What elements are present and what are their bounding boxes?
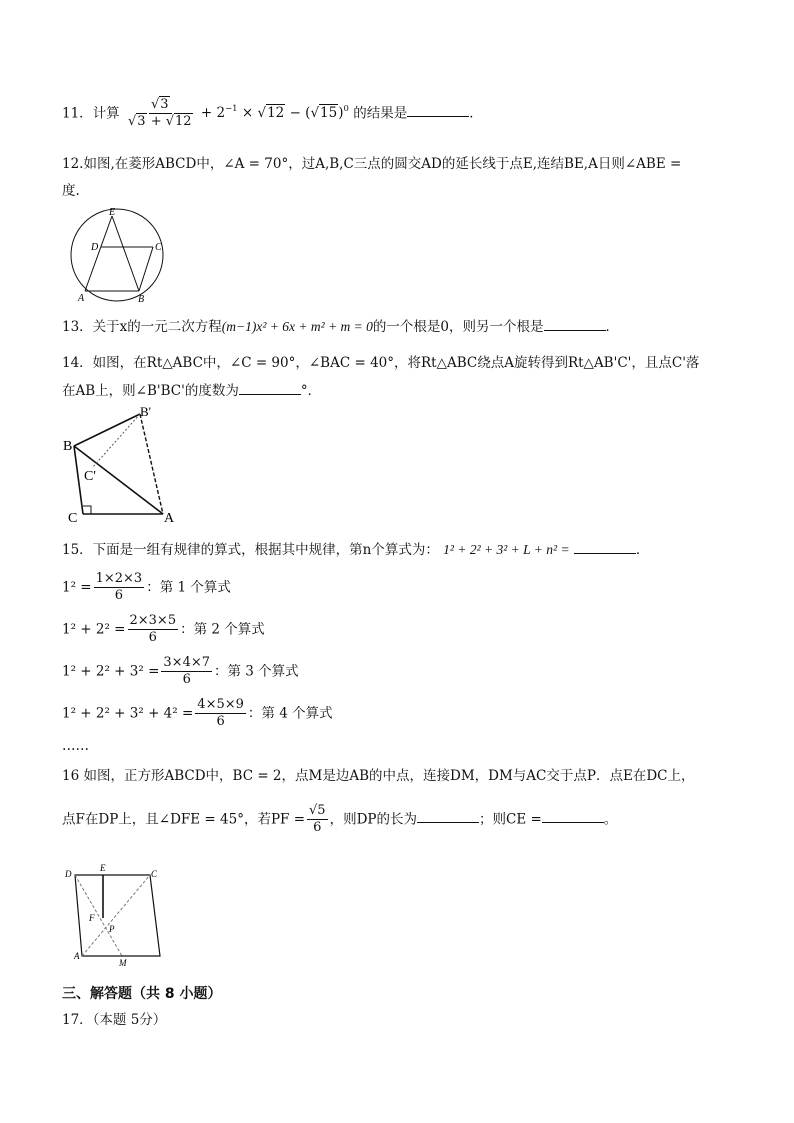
q12-label-E: E xyxy=(109,207,116,218)
question-14-line1: 14．如图，在Rt△ABC中，∠C = 90°，∠BAC = 40°，将Rt△ABC绕点A旋转得到Rt△AB'C'，且点C'落 xyxy=(62,355,700,371)
q14-line2-end: °． xyxy=(300,383,322,399)
q12-label-C: C xyxy=(155,242,162,253)
q13-prefix: 13．关于x的一元二次方程 xyxy=(62,319,222,335)
question-16-line1: 16 如图，正方形ABCD中，BC = 2，点M是边AB的中点，连接DM，DM与AC交于点P．点E在DC上， xyxy=(62,768,695,784)
q11-number: 11． xyxy=(62,105,93,122)
q15-row-lhs: 1² + 2² = xyxy=(62,621,126,638)
q14-label-B-prime: B' xyxy=(140,404,152,419)
q12-line-BE xyxy=(112,216,139,291)
q12-figure xyxy=(62,205,172,305)
q11-fraction: $\frac{√3}{√3 + √12}$ xyxy=(127,97,192,130)
q16-line2-mid: ，则DP的长为 xyxy=(329,811,417,828)
q16-answer-blank-1[interactable] xyxy=(417,822,479,823)
q11-prefix: 计算 xyxy=(92,105,120,122)
q14-right-angle-mark xyxy=(83,506,91,514)
question-15-line1 xyxy=(62,542,649,558)
q14-answer-blank[interactable] xyxy=(239,394,301,395)
q14-label-C: C xyxy=(68,511,78,526)
question-12-line2: 度. xyxy=(62,183,80,199)
q16-fraction: $\frac{√5}{6}$ xyxy=(309,803,326,836)
q15-row-4 xyxy=(62,698,333,730)
q15-row-label: ：第 4 个算式 xyxy=(247,705,333,722)
q16-line2-prefix: 点F在DP上，且∠DFE = 45°，若PF = xyxy=(62,811,306,828)
q15-row-fraction: $\frac{3\times 4\times 7}{6}$ xyxy=(163,655,211,688)
q13-end: ． xyxy=(605,319,620,335)
q14-line-B'C' xyxy=(92,414,140,468)
question-14-line2 xyxy=(62,383,321,399)
q13-equation: (m−1)x² + 6x + m² + m = 0 xyxy=(221,319,373,334)
section-3-title: 三、解答题（共 8 小题） xyxy=(62,986,222,1002)
q11-suffix: 的结果是 xyxy=(353,105,408,122)
q15-row-fraction: $\frac{1\times 2\times 3}{6}$ xyxy=(95,571,143,604)
q15-line1-formula: 1² + 2² + 3² + L + n² = xyxy=(443,542,570,557)
q16-label-D: D xyxy=(65,869,72,879)
q12-circle xyxy=(71,209,163,301)
q16-square xyxy=(75,875,160,956)
q15-row-2 xyxy=(62,614,265,646)
question-13 xyxy=(62,319,619,335)
q15-row-label: ：第 3 个算式 xyxy=(214,663,299,680)
q12-label-D: D xyxy=(91,242,99,253)
q14-line2-prefix: 在AB上，则∠B'BC'的度数为 xyxy=(62,383,239,399)
q15-row-fraction: $\frac{4\times 5\times 9}{6}$ xyxy=(197,697,244,730)
q16-line2-end: 。 xyxy=(603,811,618,828)
question-12-line1: 12.如图,在菱形ABCD中，∠A = 70°，过A,B,C三点的圆交AD的延长线于点E,连结BE,A日则∠ABE = xyxy=(62,156,682,172)
q15-ellipsis: …… xyxy=(62,738,89,754)
q14-label-C-prime: C' xyxy=(84,469,96,484)
q15-row-1 xyxy=(62,572,231,604)
q14-label-A: A xyxy=(164,511,175,526)
q15-row-fraction: $\frac{2\times 3\times 5}{6}$ xyxy=(129,613,177,646)
q16-label-A: A xyxy=(74,951,80,961)
q15-line1-end: ． xyxy=(635,542,650,558)
q15-row-label: ：第 2 个算式 xyxy=(180,621,265,638)
q12-label-B: B xyxy=(138,294,145,305)
question-17: 17．（本题 5分） xyxy=(62,1012,167,1028)
q14-line-BB' xyxy=(74,414,140,446)
q15-row-label: ：第 1 个算式 xyxy=(146,579,231,596)
q15-row-lhs: 1² = xyxy=(62,579,92,596)
q12-label-A: A xyxy=(78,293,85,304)
q15-row-3 xyxy=(62,656,299,688)
q15-row-lhs: 1² + 2² + 3² + 4² = xyxy=(62,705,194,722)
q16-label-M: M xyxy=(119,958,127,968)
q11-answer-blank[interactable] xyxy=(407,116,469,117)
q14-line-BC xyxy=(74,446,83,514)
q16-answer-blank-2[interactable] xyxy=(542,822,604,823)
q15-answer-blank[interactable] xyxy=(574,553,636,554)
question-16-line2 xyxy=(62,804,617,836)
q11-expression: + $2^{-1} \times √12 - (√15)^0$ xyxy=(200,104,349,122)
q14-label-B: B xyxy=(63,439,73,454)
q16-label-E: E xyxy=(100,863,106,873)
question-11 xyxy=(62,98,483,130)
q16-label-F: F xyxy=(89,913,95,923)
q16-figure xyxy=(62,862,172,972)
q15-row-lhs: 1² + 2² + 3² = xyxy=(62,663,160,680)
q16-line-DM xyxy=(75,875,122,956)
q13-suffix: 的一个根是0，则另一个根是 xyxy=(372,319,544,335)
q11-end: ． xyxy=(469,105,483,122)
q12-line-BC xyxy=(139,247,153,291)
q14-figure xyxy=(62,402,187,527)
q16-label-P: P xyxy=(109,924,115,934)
q16-label-C: C xyxy=(151,869,158,879)
q12-line-AE xyxy=(85,216,112,291)
q13-answer-blank[interactable] xyxy=(544,330,606,331)
q16-line2-mid2: ；则CE = xyxy=(479,811,542,828)
q15-line1-prefix: 15．下面是一组有规律的算式，根据其中规律，第n个算式为： xyxy=(62,542,439,558)
